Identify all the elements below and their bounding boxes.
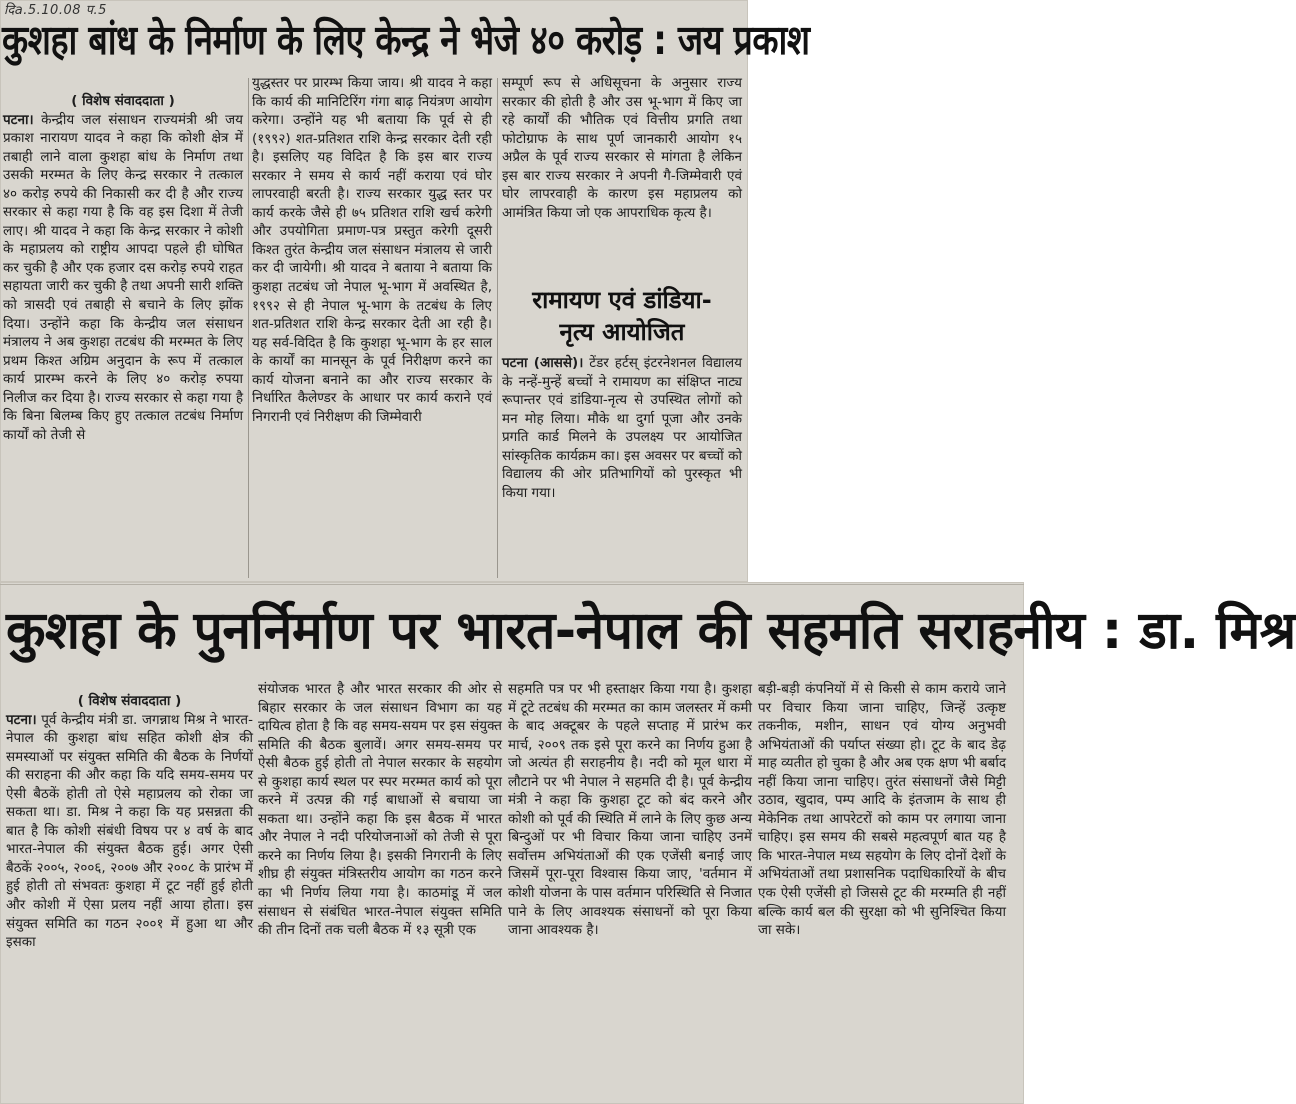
article1-text-3: सम्पूर्ण रूप से अधिसूचना के अनुसार राज्य सरकार की होती है और उस भू-भाग में किए जा रहे कार्यों की भौतिक एवं वित्तीय प्रगति तथा फोटोग्राफ के साथ पूर्ण जानकारी आयोग १५ अप्रैल के पूर्व राज्य सरकार से मांगता है लेकिन इस बार राज्य सरकार ने अपनी गै-जिम्मेवारी एवं घोर लापरवाही के कारण इस महाप्रलय को आमंत्रित किया जो एक आपराधिक कृत्य है। — [502, 75, 742, 221]
article1-paragraph — [3, 111, 243, 445]
dateline: पटना। — [3, 111, 34, 128]
subheadline-line-2: नृत्य आयोजित — [559, 318, 685, 346]
article3-text-4: बड़ी-बड़ी कंपनियों में से किसी से काम कराये जाने पर विचार किया जाना चाहिए, जिन्हें उत्कृष्ट तकनीक, मशीन, साधन एवं योग्य अनुभवी अभियंताओं की पर्याप्त संख्या हो। टूट के बाद डेढ़ माह व्यतीत हो चुका है और अब एक क्षण भी बर्बाद नहीं किया जाना चाहिए। तुरंत संसाधनों जैसे मिट्टी उठाव, खुदाव, पम्प आदि के इंतजाम के साथ ही मेकेनिक तथा आपरेटरों को काम पर लगाया जाना चाहिए। इस समय की सबसे महत्वपूर्ण बात यह है कि भारत-नेपाल मध्य सहयोग के लिए दोनों देशों के अभियंताओं तथा प्रशासनिक पदाधिकारियों के बीच एक ऐसी एजेंसी हो जिससे टूट की मरम्मति ही नहीं बल्कि कार्य बल की सुरक्षा को भी सुनिश्चित किया जा सके। — [758, 681, 1006, 939]
article3-column-4 — [758, 680, 1006, 1102]
news-clipping-top — [0, 0, 810, 582]
article3-column-3 — [508, 680, 752, 1102]
headline-india-nepal-agreement: कुशहा के पुनर्निर्माण पर भारत-नेपाल की सहमति सराहनीय : डा. मिश्र — [6, 601, 1296, 661]
article1-column-1 — [3, 92, 243, 580]
article3-text-3: सहमति पत्र पर भी हस्ताक्षर किया गया है। कुशहा में टूटे तटबंध की मरम्मत का काम जलस्तर में कमी के बाद अक्टूबर के पहले सप्ताह में प्रारंभ कर मार्च, २००९ तक इसे पूरा करने का निर्णय हुआ है जो अत्यंत ही सराहनीय है। नदी को मूल धारा में लौटाने पर भी नेपाल ने सहमति दी है। पूर्व केन्द्रीय मंत्री ने कहा कि कुशहा टूट को बंद करने और कोशी को पूर्व की स्थिति में लाने के लिए कुछ अन्य बिन्दुओं पर भी विचार किया जाना चाहिए उनमें सर्वोत्तम अभियंताओं की एक एजेंसी बनाई जाए जिसमें पूरा-पूरा विश्वास किया जाए, 'वर्तमान में कोशी योजना के पास वर्तमान परिस्थिति से निजात पाने के लिए आवश्यक संसाधनों को पूरा किया जाना आवश्यक है। — [508, 681, 752, 939]
article1-column-3 — [502, 74, 742, 274]
article2-column — [502, 354, 742, 578]
subheadline-ramayan-dandiya — [500, 284, 744, 348]
article1-column-2 — [252, 74, 492, 580]
news-clipping-bottom — [0, 582, 1296, 1104]
dateline-2: पटना (आससे)। — [502, 355, 584, 371]
article2-paragraph — [502, 354, 742, 502]
column-divider — [248, 78, 249, 578]
top-border — [0, 584, 1024, 585]
article1-text-1: केन्द्रीय जल संसाधन राज्यमंत्री श्री जय प्रकाश नारायण यादव ने कहा कि कोशी क्षेत्र में तबाही लाने वाला कुशहा बांध के निर्माण तथा उसकी मरम्मत के लिए केन्द्र सरकार ने तत्काल ४० करोड़ रुपये की निकासी कर दी है और राज्य सरकार से कहा गया है कि वह इस दिशा में तेजी लाए। श्री यादव ने कहा कि केन्द्र सरकार ने कोशी के महाप्रलय को राष्ट्रीय आपदा पहले ही घोषित कर चुकी है और एक हजार दस करोड़ रुपये राहत सहायता जारी कर चुकी है तथा अपनी सारी शक्ति को त्रासदी एवं तबाही से बचाने के लिए झोंक दिया। उन्होंने कहा कि केन्द्रीय जल संसाधन मंत्रालय ने अब कुशहा तटबंध की मरम्मत के लिए प्रथम किश्त अग्रिम अनुदान के रूप में तत्काल कार्य प्रारम्भ करने के लिए ४० करोड़ रुपया निलीज कर दिया है। राज्य सरकार से कहा गया है कि बिना बिलम्ब किए हुए तत्काल तटबंध निर्माण कार्यों को तेजी से — [3, 111, 243, 443]
article2-text: टेंडर हर्टस् इंटरनेशनल विद्यालय के नन्हें-मुन्हें बच्चों ने रामायण का संक्षिप्त नाट्य रूपान्तर एवं डांडिया-नृत्य से उपस्थित लोगों को मन मोह लिया। मौके था दुर्गा पूजा और उनके प्रगति कार्ड मिलने के उपलक्ष्य पर आयोजित सांस्कृतिक कार्यक्रम का। इस अवसर पर बच्चों को विद्यालय की ओर प्रतिभागियों को पुरस्कृत भी किया गया। — [502, 355, 743, 501]
article3-column-2 — [258, 680, 502, 1102]
article3-column-1 — [6, 692, 253, 1102]
article3-text-2: संयोजक भारत है और भारत सरकार की ओर से बिहार सरकार के जल संसाधन विभाग का यह दायित्व होता है कि वह समय-सयम पर इस संयुक्त समिति की बैठक बुलावें। अगर समय-समय पर ऐसी बैठक हुई होती तो नेपाल सरकार के सहयोग से कुशहा कार्य स्थल पर स्पर मरम्मत कार्य को पूरा करने में उत्पन्न की गई बाधाओं से बचाया जा सकता था। उन्होंने कहा कि इस बैठक में भारत और नेपाल ने नदी परियोजनाओं को तेजी से पूरा करने का निर्णय लिया है। इसकी निगरानी के लिए शीघ्र ही संयुक्त मंत्रिस्तरीय आयोग का गठन करने का भी निर्णय लिया गया है। काठमांडू में जल संसाधन से संबंधित भारत-नेपाल संयुक्त समिति की तीन दिनों तक चली बैठक में १३ सूत्री एक — [258, 681, 502, 939]
article1-text-2: युद्धस्तर पर प्रारम्भ किया जाय। श्री यादव ने कहा कि कार्य की मानिटिरिंग गंगा बाढ़ नियंत्रण आयोग करेगा। उन्होंने यह भी बताया कि पूर्व से ही (१९९२) शत-प्रतिशत राशि केन्द्र सरकार देती रही है। इसलिए यह विदित है कि इस बार राज्य सरकार ने समय से कार्य नहीं कराया एवं घोर लापरवाही बरती है। राज्य सरकार युद्ध स्तर पर कार्य करके जैसे ही ७५ प्रतिशत राशि खर्च करेगी और उपयोगिता प्रमाण-पत्र प्रस्तुत करेगी दूसरी किश्त तुरंत केन्द्रीय जल संसाधन मंत्रालय से जारी कर दी जायेगी। श्री यादव ने बताया ने बताया कि कुशहा तटबंध जो नेपाल भू-भाग में अवस्थित है, १९९२ से ही नेपाल भू-भाग के तटबंध के लिए शत-प्रतिशत राशि केन्द्र सरकार देती आ रही है। यह सर्व-विदित है कि कुशहा भू-भाग के हर साल के कार्यों का मानसून के पूर्व निरीक्षण करने का कार्य योजना बनाने का और राज्य सरकार के निर्धारित कैलेण्डर के आधार पर कार्य कराने एवं निगरानी एवं निरीक्षण की जिम्मेवारी — [252, 75, 492, 425]
subheadline-line-1: रामायण एवं डांडिया- — [532, 286, 712, 314]
column-divider — [497, 78, 498, 578]
byline-2: ( विशेष संवाददाता ) — [77, 693, 182, 709]
dateline-3: पटना। — [6, 711, 37, 728]
article3-text-1: पूर्व केन्द्रीय मंत्री डा. जगन्नाथ मिश्र ने भारत-नेपाल की कुशहा बांध सहित कोशी क्षेत्र की समस्याओं पर संयुक्त समिति की बैठक के निर्णयों की सराहना की और कहा कि यदि समय-समय पर ऐसी बैठकें होती तो ऐसे महाप्रलय को रोका जा सकता था। डा. मिश्र ने कहा कि यह प्रसन्नता की बात है कि कोशी संबंधी विषय पर ४ वर्ष के बाद भारत-नेपाल की संयुक्त बैठक हुई। अगर ऐसी बैठकें २००५, २००६, २००७ और २००८ के प्रारंभ में हुई होती तो संभवतः कुशहा में टूट नहीं हुई होती और कोशी में ऐसा प्रलय नहीं आया होता। इस संयुक्त समिति का गठन २००१ में हुआ था और इसका — [6, 711, 253, 951]
headline-kushaha-dam: कुशहा बांध के निर्माण के लिए केन्द्र ने भेजे ४० करोड़ : जय प्रकाश — [2, 16, 810, 64]
date-stamp: दिa.5.10.08 प.5 — [4, 3, 107, 18]
byline: ( विशेष संवाददाता ) — [71, 93, 175, 109]
article3-paragraph — [6, 711, 253, 952]
